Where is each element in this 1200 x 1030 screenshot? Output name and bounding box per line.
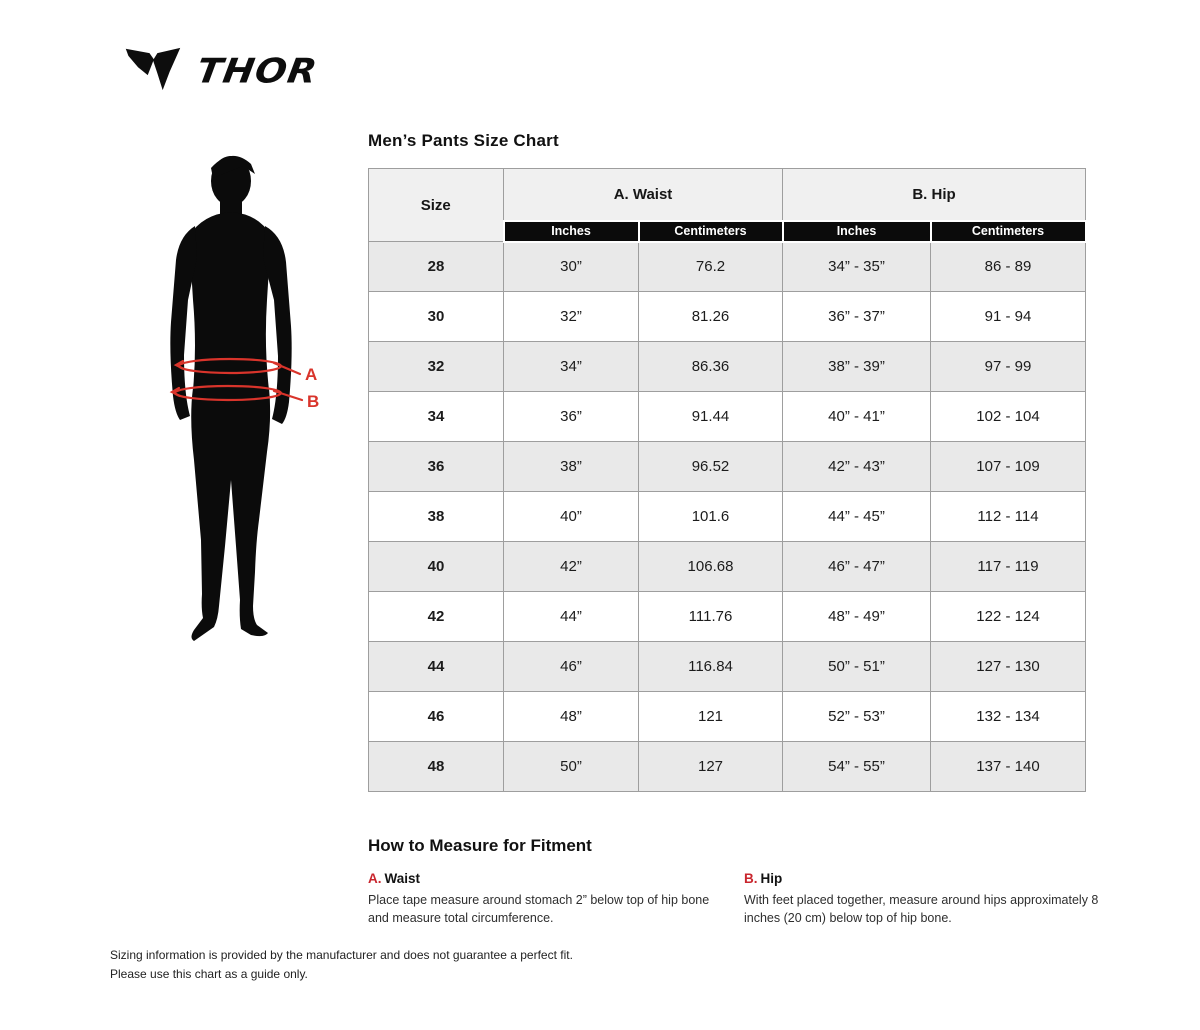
cell-waist-centimeters: 101.6 bbox=[639, 492, 783, 542]
cell-waist-inches: 32” bbox=[504, 292, 639, 342]
cell-size: 30 bbox=[369, 292, 504, 342]
page-title: Men’s Pants Size Chart bbox=[368, 131, 559, 150]
cell-waist-inches: 48” bbox=[504, 692, 639, 742]
cell-hip-inches: 50” - 51” bbox=[783, 642, 931, 692]
cell-hip-inches: 34” - 35” bbox=[783, 242, 931, 292]
measure-instruction-waist bbox=[368, 871, 723, 927]
cell-waist-centimeters: 81.26 bbox=[639, 292, 783, 342]
measure-hip-heading bbox=[744, 871, 1099, 886]
cell-waist-centimeters: 111.76 bbox=[639, 592, 783, 642]
cell-size: 36 bbox=[369, 442, 504, 492]
thor-horns-icon bbox=[124, 44, 182, 94]
cell-waist-inches: 42” bbox=[504, 542, 639, 592]
measure-hip-text: With feet placed together, measure around hips approximately 8 inches (20 cm) below top of hip bone. bbox=[744, 893, 1099, 926]
cell-waist-inches: 44” bbox=[504, 592, 639, 642]
subheader-waist-inches: Inches bbox=[504, 221, 639, 242]
table-row bbox=[369, 242, 1086, 292]
cell-hip-inches: 38” - 39” bbox=[783, 342, 931, 392]
cell-hip-centimeters: 107 - 109 bbox=[931, 442, 1086, 492]
waist-label-a: A bbox=[305, 365, 318, 384]
cell-waist-centimeters: 106.68 bbox=[639, 542, 783, 592]
table-row bbox=[369, 392, 1086, 442]
cell-waist-centimeters: 76.2 bbox=[639, 242, 783, 292]
cell-waist-centimeters: 86.36 bbox=[639, 342, 783, 392]
cell-size: 42 bbox=[369, 592, 504, 642]
cell-hip-centimeters: 102 - 104 bbox=[931, 392, 1086, 442]
cell-waist-inches: 30” bbox=[504, 242, 639, 292]
cell-hip-inches: 54” - 55” bbox=[783, 742, 931, 792]
cell-hip-centimeters: 86 - 89 bbox=[931, 242, 1086, 292]
col-header-size: Size bbox=[369, 169, 504, 242]
subheader-hip-centimeters: Centimeters bbox=[931, 221, 1086, 242]
cell-hip-inches: 44” - 45” bbox=[783, 492, 931, 542]
brand-wordmark: THOR bbox=[194, 50, 321, 91]
cell-waist-inches: 40” bbox=[504, 492, 639, 542]
cell-size: 44 bbox=[369, 642, 504, 692]
table-row bbox=[369, 542, 1086, 592]
table-row bbox=[369, 442, 1086, 492]
cell-hip-inches: 40” - 41” bbox=[783, 392, 931, 442]
male-silhouette-diagram bbox=[143, 150, 343, 655]
table-row bbox=[369, 642, 1086, 692]
cell-hip-centimeters: 137 - 140 bbox=[931, 742, 1086, 792]
cell-hip-inches: 48” - 49” bbox=[783, 592, 931, 642]
cell-waist-centimeters: 121 bbox=[639, 692, 783, 742]
subheader-waist-centimeters: Centimeters bbox=[639, 221, 783, 242]
cell-size: 32 bbox=[369, 342, 504, 392]
measure-waist-prefix: A. bbox=[368, 871, 382, 886]
cell-hip-centimeters: 132 - 134 bbox=[931, 692, 1086, 742]
cell-size: 38 bbox=[369, 492, 504, 542]
cell-waist-inches: 34” bbox=[504, 342, 639, 392]
table-row bbox=[369, 592, 1086, 642]
measure-waist-text: Place tape measure around stomach 2” below top of hip bone and measure total circumference. bbox=[368, 893, 710, 926]
cell-hip-centimeters: 127 - 130 bbox=[931, 642, 1086, 692]
cell-hip-centimeters: 117 - 119 bbox=[931, 542, 1086, 592]
cell-hip-inches: 52” - 53” bbox=[783, 692, 931, 742]
size-chart-table bbox=[368, 168, 1087, 792]
table-row bbox=[369, 742, 1086, 792]
cell-waist-inches: 38” bbox=[504, 442, 639, 492]
cell-hip-centimeters: 91 - 94 bbox=[931, 292, 1086, 342]
howto-title: How to Measure for Fitment bbox=[368, 836, 592, 855]
cell-size: 46 bbox=[369, 692, 504, 742]
cell-hip-inches: 42” - 43” bbox=[783, 442, 931, 492]
measurement-figure bbox=[143, 150, 343, 655]
subheader-hip-inches: Inches bbox=[783, 221, 931, 242]
cell-hip-inches: 36” - 37” bbox=[783, 292, 931, 342]
measure-waist-heading bbox=[368, 871, 723, 886]
cell-size: 40 bbox=[369, 542, 504, 592]
brand-logo bbox=[124, 44, 321, 94]
cell-hip-centimeters: 112 - 114 bbox=[931, 492, 1086, 542]
measure-instruction-hip bbox=[744, 871, 1099, 927]
table-row bbox=[369, 342, 1086, 392]
cell-waist-inches: 50” bbox=[504, 742, 639, 792]
cell-waist-centimeters: 96.52 bbox=[639, 442, 783, 492]
cell-size: 28 bbox=[369, 242, 504, 292]
cell-waist-centimeters: 127 bbox=[639, 742, 783, 792]
cell-size: 48 bbox=[369, 742, 504, 792]
measure-hip-prefix: B. bbox=[744, 871, 758, 886]
disclaimer-line-2: Please use this chart as a guide only. bbox=[110, 966, 308, 981]
measure-hip-label: Hip bbox=[760, 871, 783, 886]
col-header-hip: B. Hip bbox=[783, 169, 1086, 221]
sizing-disclaimer bbox=[110, 946, 573, 983]
cell-waist-centimeters: 116.84 bbox=[639, 642, 783, 692]
table-row bbox=[369, 692, 1086, 742]
size-table-body bbox=[369, 242, 1086, 792]
cell-waist-inches: 36” bbox=[504, 392, 639, 442]
col-header-waist: A. Waist bbox=[504, 169, 783, 221]
table-row bbox=[369, 492, 1086, 542]
measure-waist-label: Waist bbox=[384, 871, 421, 886]
cell-waist-inches: 46” bbox=[504, 642, 639, 692]
cell-waist-centimeters: 91.44 bbox=[639, 392, 783, 442]
hip-label-b: B bbox=[307, 392, 320, 411]
cell-hip-inches: 46” - 47” bbox=[783, 542, 931, 592]
cell-hip-centimeters: 97 - 99 bbox=[931, 342, 1086, 392]
table-row bbox=[369, 292, 1086, 342]
disclaimer-line-1: Sizing information is provided by the manufacturer and does not guarantee a perfect fit. bbox=[110, 948, 573, 962]
cell-hip-centimeters: 122 - 124 bbox=[931, 592, 1086, 642]
cell-size: 34 bbox=[369, 392, 504, 442]
